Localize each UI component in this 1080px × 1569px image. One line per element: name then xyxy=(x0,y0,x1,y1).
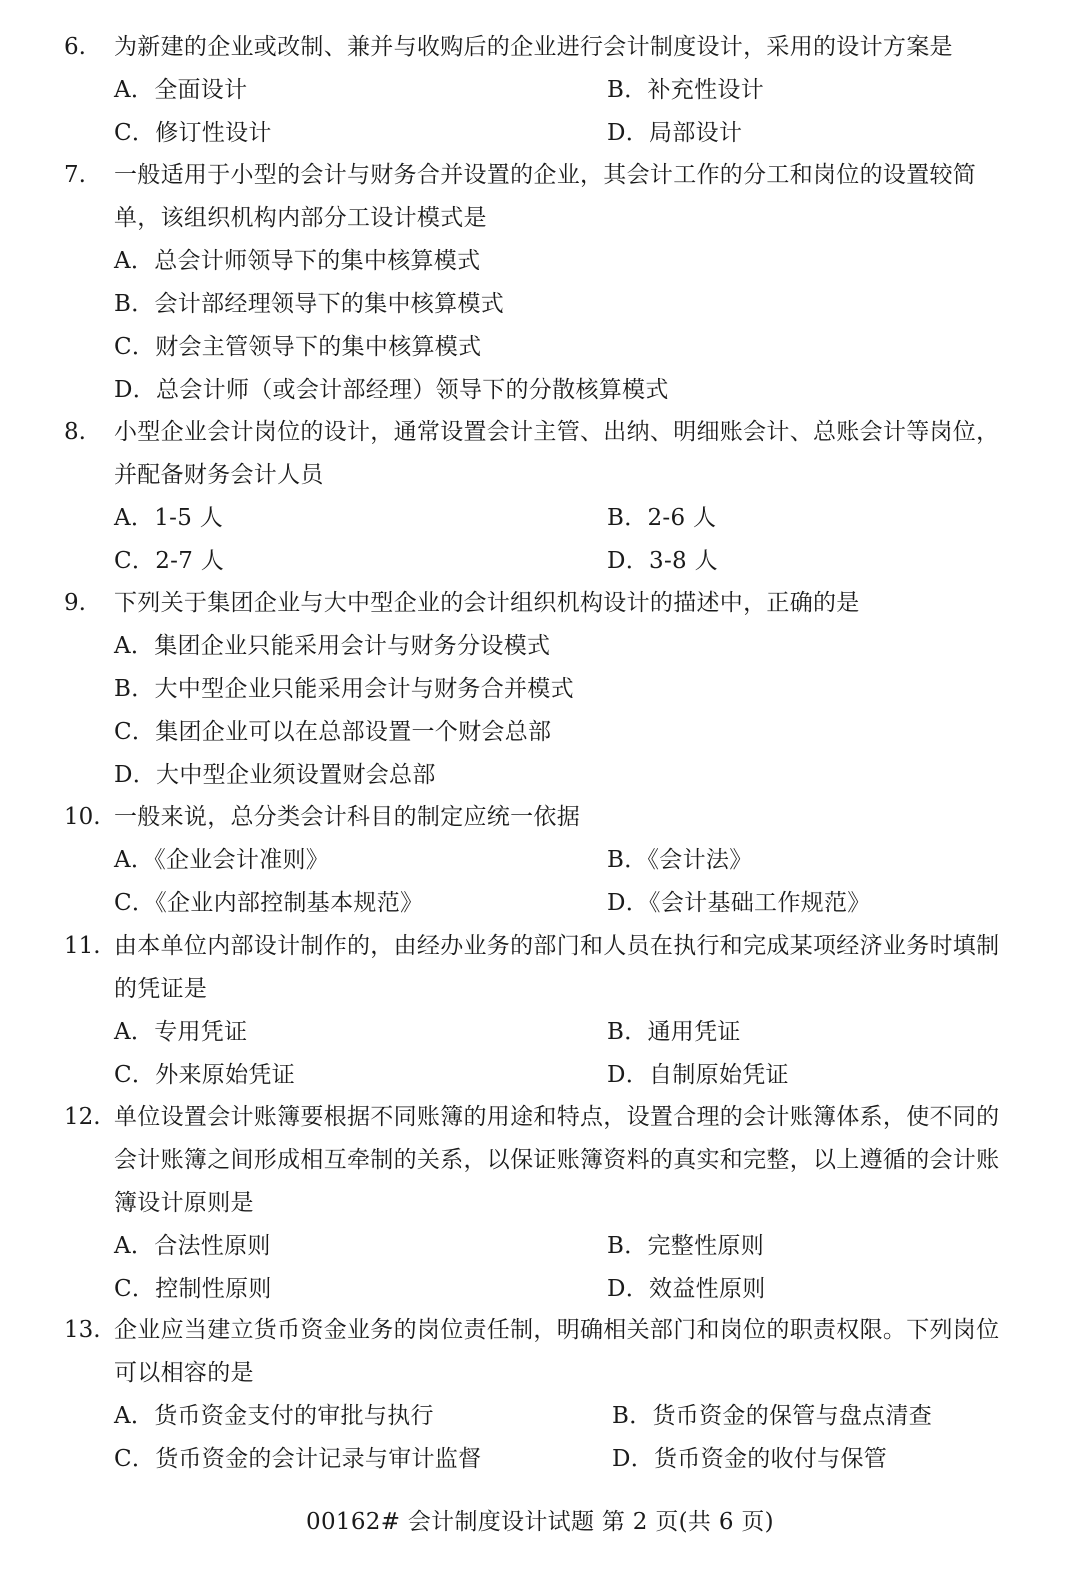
question-stem: 由本单位内部设计制作的，由经办业务的部门和人员在执行和完成某项经济业务时填制的凭证是 xyxy=(114,933,1000,1002)
question-stem: 为新建的企业或改制、兼并与收购后的企业进行会计制度设计，采用的设计方案是 xyxy=(114,34,953,60)
option-c: C．《企业内部控制基本规范》 xyxy=(114,890,424,916)
question-stem: 一般适用于小型的会计与财务合并设置的企业，其会计工作的分工和岗位的设置较简单，该组织机构内部分工设计模式是 xyxy=(114,162,977,231)
option-d: D．《会计基础工作规范》 xyxy=(607,890,871,916)
option-a: A．总会计师领导下的集中核算模式 xyxy=(114,248,481,274)
option-c: C．财会主管领导下的集中核算模式 xyxy=(114,334,482,360)
option-d: D．3-8 人 xyxy=(607,548,718,574)
option-c: C．集团企业可以在总部设置一个财会总部 xyxy=(114,719,552,745)
option-c: C．外来原始凭证 xyxy=(114,1062,295,1088)
question-number: 6. xyxy=(64,34,86,60)
option-a: A．货币资金支付的审批与执行 xyxy=(114,1403,434,1429)
option-d: D．局部设计 xyxy=(607,120,743,146)
question-number: 11. xyxy=(64,933,101,959)
question-number: 8. xyxy=(64,419,86,445)
option-b: B．完整性原则 xyxy=(607,1233,765,1259)
option-a: A．《企业会计准则》 xyxy=(114,847,330,873)
option-a: A．专用凭证 xyxy=(114,1019,248,1045)
option-a: A．合法性原则 xyxy=(114,1233,271,1259)
option-b: B．会计部经理领导下的集中核算模式 xyxy=(114,291,505,317)
option-c: C．货币资金的会计记录与审计监督 xyxy=(114,1446,482,1472)
question-number: 7. xyxy=(64,162,86,188)
option-b: B．补充性设计 xyxy=(607,77,765,103)
page-footer: 00162# 会计制度设计试题 第 2 页(共 6 页) xyxy=(306,1509,774,1535)
question-number: 9. xyxy=(64,590,86,616)
option-d: D．大中型企业须设置财会总部 xyxy=(114,762,436,788)
option-d: D．货币资金的收付与保管 xyxy=(612,1446,888,1472)
option-d: D．总会计师（或会计部经理）领导下的分散核算模式 xyxy=(114,377,669,403)
question-stem: 企业应当建立货币资金业务的岗位责任制，明确相关部门和岗位的职责权限。下列岗位可以相容的是 xyxy=(114,1317,1000,1386)
question-number: 13. xyxy=(64,1317,101,1343)
option-b: B．大中型企业只能采用会计与财务合并模式 xyxy=(114,676,574,702)
option-c: C．控制性原则 xyxy=(114,1276,272,1302)
option-b: B．通用凭证 xyxy=(607,1019,741,1045)
option-d: D．效益性原则 xyxy=(607,1276,766,1302)
question-stem: 下列关于集团企业与大中型企业的会计组织机构设计的描述中，正确的是 xyxy=(114,590,860,616)
option-a: A．1-5 人 xyxy=(114,505,224,531)
option-b: B．2-6 人 xyxy=(607,505,717,531)
option-d: D．自制原始凭证 xyxy=(607,1062,789,1088)
question-number: 12. xyxy=(64,1104,101,1130)
option-a: A．集团企业只能采用会计与财务分设模式 xyxy=(114,633,551,659)
option-c: C．修订性设计 xyxy=(114,120,272,146)
option-b: B．《会计法》 xyxy=(607,847,753,873)
option-a: A．全面设计 xyxy=(114,77,248,103)
question-stem: 小型企业会计岗位的设计，通常设置会计主管、出纳、明细账会计、总账会计等岗位，并配备财务会计人员 xyxy=(114,419,1000,488)
question-stem: 单位设置会计账簿要根据不同账簿的用途和特点，设置合理的会计账簿体系，使不同的会计账簿之间形成相互牵制的关系，以保证账簿资料的真实和完整，以上遵循的会计账簿设计原则是 xyxy=(114,1104,1000,1216)
option-c: C．2-7 人 xyxy=(114,548,225,574)
question-number: 10. xyxy=(64,804,101,830)
option-b: B．货币资金的保管与盘点清查 xyxy=(612,1403,933,1429)
question-stem: 一般来说，总分类会计科目的制定应统一依据 xyxy=(114,804,580,830)
